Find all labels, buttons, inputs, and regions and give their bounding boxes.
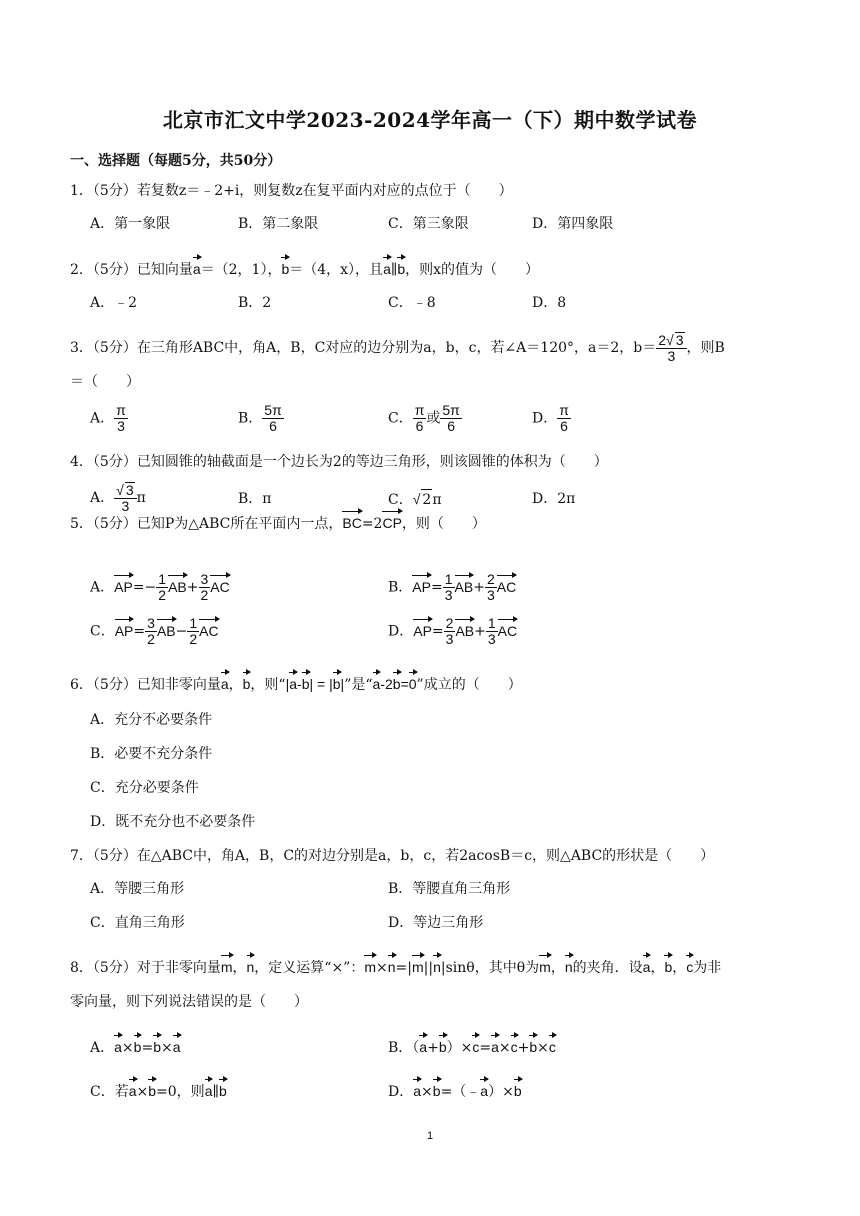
q2-option-a: A．﹣2 xyxy=(90,295,138,311)
question-8-line2: 零向量，则下列说法错误的是（ ） xyxy=(70,994,308,1010)
q4-option-c: C．√ 2π xyxy=(388,491,442,508)
q8-option-a: A．a×b=b×a xyxy=(90,1034,181,1058)
vector-b: b xyxy=(281,256,289,279)
q2-option-d: D．8 xyxy=(532,295,567,311)
q5-option-a: A．AP=− $\frac{1}{2}$ AB+ $\frac{3}{2}$ AC xyxy=(90,571,230,603)
question-5-stem: 5．（5分）已知P为△ABC所在平面内一点，BC=2CP，则（ ） xyxy=(70,510,486,534)
q8-option-b: B．（a+b）×c=a×c+b×c xyxy=(388,1034,556,1058)
q7-option-c: C．直角三角形 xyxy=(90,915,185,931)
fraction-b-value: $\frac{2√ 3}{3}$ xyxy=(656,332,686,364)
q7-option-d: D．等边三角形 xyxy=(388,915,484,931)
q7-option-b: B．等腰直角三角形 xyxy=(388,881,511,897)
question-4-stem: 4．（5分）已知圆锥的轴截面是一个边长为2的等边三角形，则该圆锥的体积为（ ） xyxy=(70,454,608,470)
vector-a: a xyxy=(193,256,201,279)
q1-option-d: D．第四象限 xyxy=(532,216,614,232)
section-heading: 一、选择题（每题5分，共50分） xyxy=(70,153,282,169)
q4-option-b: B．π xyxy=(238,491,272,507)
page-number: 1 xyxy=(426,1130,434,1142)
q3-option-d: D． $\frac{\pi}{6}$ xyxy=(532,402,569,434)
q7-option-a: A．等腰三角形 xyxy=(90,881,185,897)
question-6-stem: 6．（5分）已知非零向量a，b，则“|a-b| = |b|”是“a-2b=0”成立的（ ） xyxy=(70,671,522,695)
q3-option-b: B． $\frac{5\pi}{6}$ xyxy=(238,402,282,434)
question-3-line2: ＝（ ） xyxy=(70,374,140,390)
q4-option-d: D．2π xyxy=(532,491,576,507)
q1-option-a: A．第一象限 xyxy=(90,216,171,232)
question-8-stem: 8．（5分）对于非零向量m，n，定义运算“×”：m×n=|m||n|sinθ，其中θ为m，n的夹角．设a，b，c为非 xyxy=(70,954,721,978)
question-3-stem: 3．（5分）在三角形ABC中，角A，B，C对应的边分别为a，b，c，若∠A＝120°，a＝2，b＝ $\frac{2√ 3}{3}$ ，则B xyxy=(70,332,725,364)
q6-option-d: D．既不充分也不必要条件 xyxy=(90,814,256,830)
q3-option-c: C． $\frac{\pi}{6}$ 或 $\frac{5\pi}{6}$ xyxy=(388,402,460,434)
q6-option-b: B．必要不充分条件 xyxy=(90,746,213,762)
q8-option-d: D．a×b=（﹣a）×b xyxy=(388,1078,522,1102)
question-2-stem: 2．（5分）已知向量a＝（2，1），b＝（4，x），且a∥b，则x的值为（ ） xyxy=(70,256,539,280)
q5-option-b: B．AP= $\frac{1}{3}$ AB+ $\frac{2}{3}$ AC xyxy=(388,571,517,603)
q2-option-c: C．﹣8 xyxy=(388,295,436,311)
q6-option-c: C．充分必要条件 xyxy=(90,780,199,796)
q2-option-b: B．2 xyxy=(238,295,272,311)
page-title: 北京市汇文中学2023-2024学年高一（下）期中数学试卷 xyxy=(162,108,698,132)
q5-option-c: C．AP= $\frac{3}{2}$ AB− $\frac{1}{2}$ AC xyxy=(90,615,219,647)
q3-option-a: A． $\frac{\pi}{3}$ xyxy=(90,402,126,434)
question-7-stem: 7．（5分）在△ABC中，角A，B，C的对边分别是a，b，c，若2acosB＝c，则△ABC的形状是（ ） xyxy=(70,848,715,864)
q5-option-d: D．AP= $\frac{2}{3}$ AB+ $\frac{1}{3}$ AC xyxy=(388,615,518,647)
q1-option-c: C．第三象限 xyxy=(388,216,469,232)
question-1-stem: 1．（5分）若复数z＝﹣2+i，则复数z在复平面内对应的点位于（ ） xyxy=(70,183,513,199)
q8-option-c: C．若a×b=0，则a∥b xyxy=(90,1078,227,1102)
q4-option-a: A． $\frac{√ 3}{3}$ π xyxy=(90,482,146,514)
q6-option-a: A．充分不必要条件 xyxy=(90,712,213,728)
q1-option-b: B．第二象限 xyxy=(238,216,319,232)
